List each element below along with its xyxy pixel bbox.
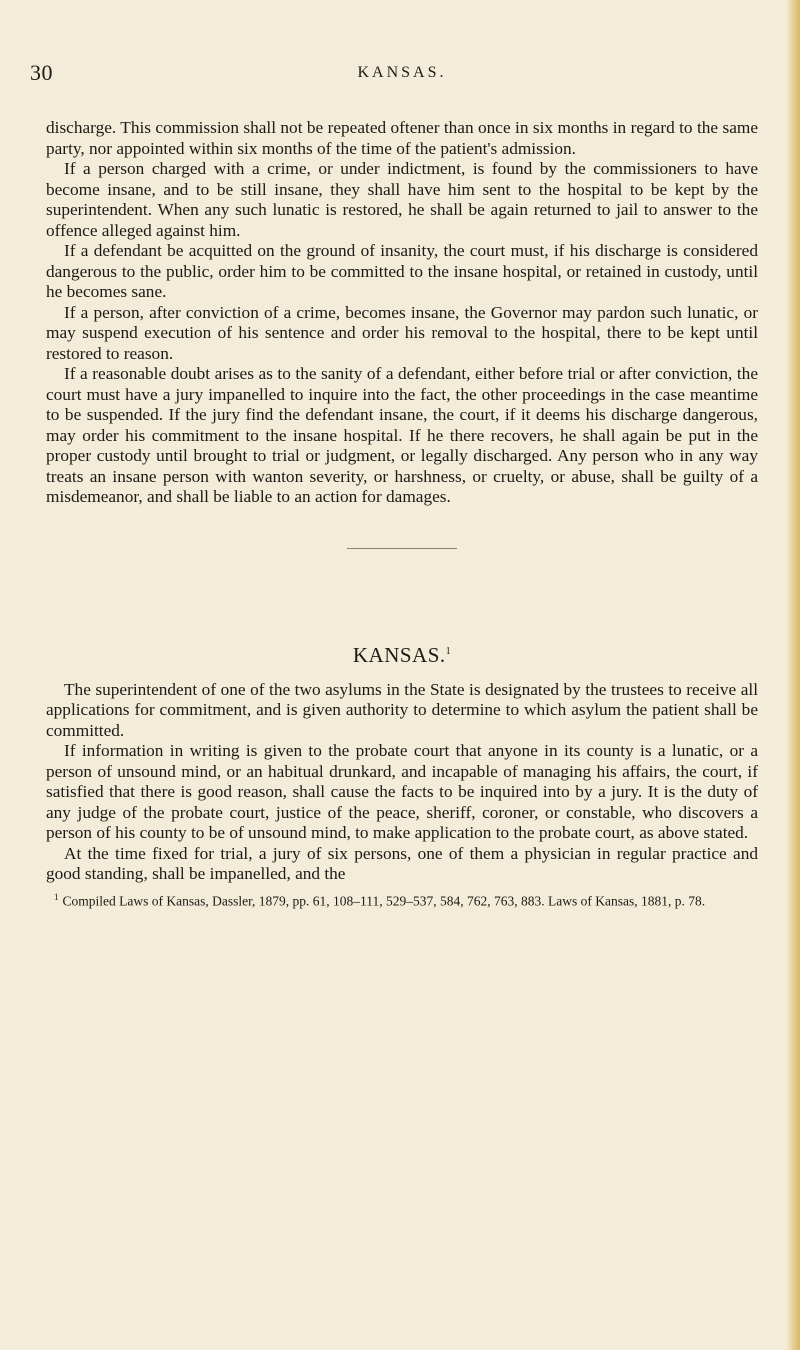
section-previous-state [46, 118, 758, 508]
footnote-text: Compiled Laws of Kansas, Dassler, 1879, pp. 61, 108–111, 529–537, 584, 762, 763, 883. Laws of Kansas, 1881, p. 78. [62, 893, 706, 908]
footnote [46, 889, 758, 910]
paragraph-superintendent: The superintendent of one of the two asylums in the State is designated by the trustees to receive all applications for commitment, and is given authority to determine to which asylum the patient shall be committed. [46, 679, 758, 740]
page-header [30, 60, 758, 90]
section-divider [347, 548, 457, 549]
section-heading-text: KANSAS. [352, 642, 446, 667]
section-kansas [46, 680, 758, 885]
paragraph-reasonable-doubt: If a reasonable doubt arises as to the sanity of a defendant, either before trial or after conviction, the court must have a jury impanelled to inquire into the fact, the other proceedings in the case meantime to be suspended. If the jury find the defendant insane, the court, if it deems his discharge dangerous, may order his commitment to the insane hospital. If he there recovers, he shall again be put in the proper custody until brought to trial or judgment, or legally discharged. Any person who in any way treats an insane person with wanton severity, or harshness, or cruelty, or abuse, shall be guilty of a misdemeanor, and shall be liable to an action for damages. [46, 364, 758, 506]
paragraph-probate-court: If information in writing is given to the probate court that anyone in its county is a lunatic, or a person of unsound mind, or an habitual drunkard, and incapable of managing his affairs, the court, if satisfied that there is good reason, shall cause the facts to be inquired into by a jury. It is the duty of any judge of the probate court, justice of the peace, sheriff, coroner, or constable, who discovers a person of his county to be of unsound mind, to make application to the probate court, as above stated. [46, 741, 758, 842]
footnote-mark: 1 [54, 891, 59, 902]
running-head: KANSAS. [357, 64, 447, 81]
book-page [30, 60, 758, 909]
paragraph-continuation: discharge. This commission shall not be repeated oftener than once in six months in regard to the same party, nor appointed within six months of the time of the patient's admission. [46, 118, 758, 158]
paragraph-jury-trial: At the time fixed for trial, a jury of six persons, one of them a physician in regular practice and good standing, shall be impanelled, and the [46, 843, 758, 883]
paragraph-indicted-persons: If a person charged with a crime, or under indictment, is found by the commissioners to have become insane, and to be still insane, they shall have him sent to the hospital to be kept by the superintendent. When any such lunatic is restored, he shall be again returned to jail to answer to the offence alleged against him. [46, 159, 758, 240]
section-heading-kansas [46, 643, 758, 668]
paragraph-post-conviction: If a person, after conviction of a crime, becomes insane, the Governor may pardon such lunatic, or may suspend execution of his sentence and order his removal to the hospital, there to be kept until restored to reason. [46, 302, 758, 363]
page-number: 30 [30, 60, 53, 85]
paragraph-acquittal-insanity: If a defendant be acquitted on the ground of insanity, the court must, if his discharge is considered dangerous to the public, order him to be committed to the insane hospital, or retained in custody, until he becomes sane. [46, 241, 758, 301]
footnote-reference: 1 [445, 645, 452, 657]
page-edge-shading [786, 0, 800, 1350]
footnotes [46, 889, 758, 910]
